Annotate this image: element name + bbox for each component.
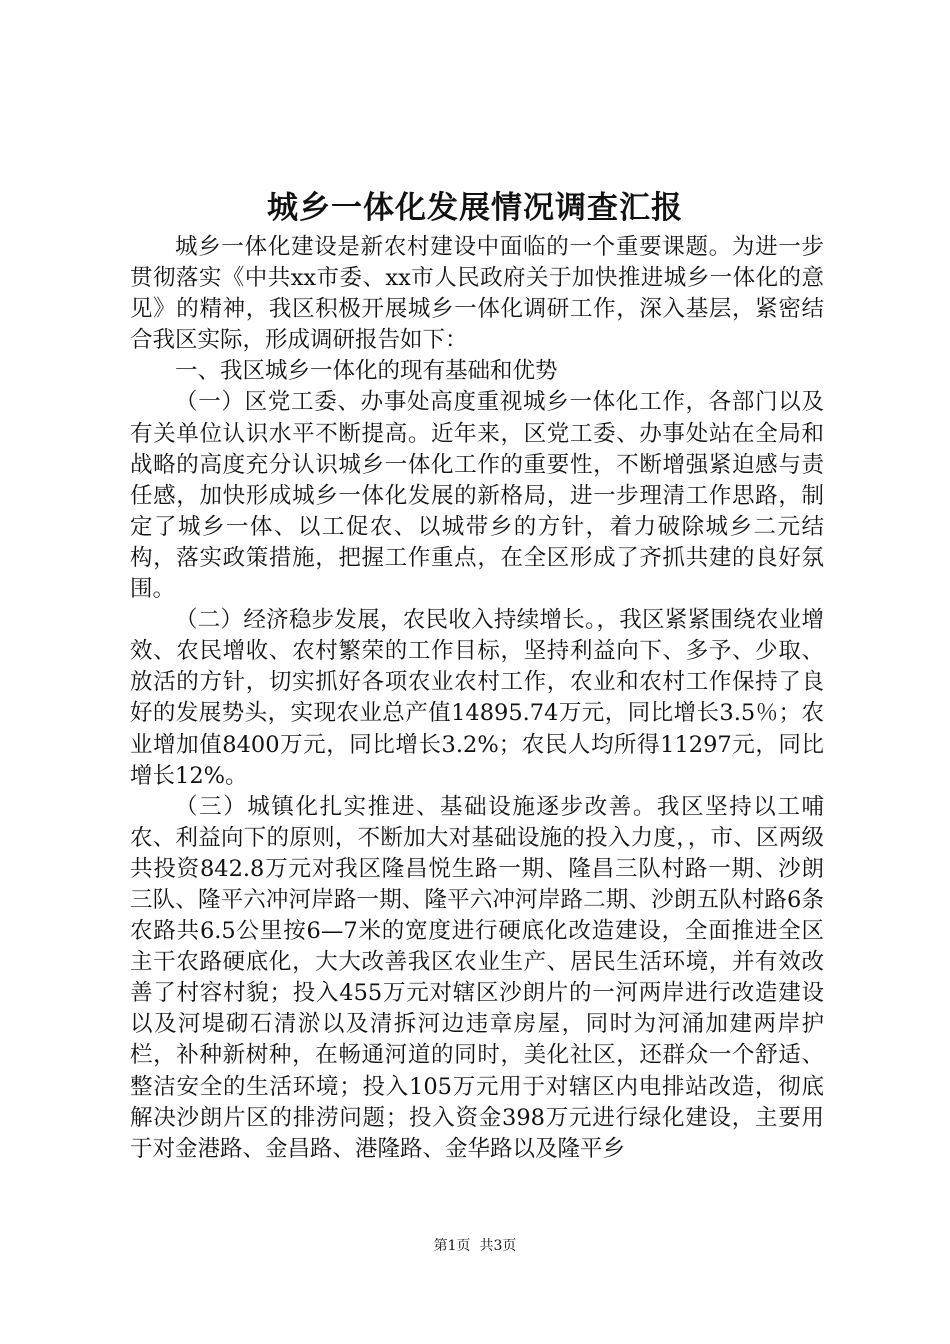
section-heading-1: 一、我区城乡一体化的现有基础和优势 bbox=[175, 358, 558, 385]
document-title: 城乡一体化发展情况调查汇报 bbox=[267, 190, 683, 226]
paragraph-subsection-1: （一）区党工委、办事处高度重视城乡一体化工作，各部门以及有关单位认识水平不断提高。近年来，区党工委、办事处站在全局和战略的高度充分认识城乡一体化工作的重要性，不断增强紧迫感与责任感，加快形成城乡一体化发展的新格局，进一步理清工作思路，制定了城乡一体、以工促农、以城带乡的方针，着力破除城乡二元结构，落实政策措施，把握工作重点，在全区形成了齐抓共建的良好氛围。 bbox=[130, 389, 824, 603]
page-number: 第1页 bbox=[433, 1238, 471, 1254]
page-footer bbox=[0, 1236, 950, 1256]
paragraph-subsection-3: （三）城镇化扎实推进、基础设施逐步改善。我区坚持以工哺农、利益向下的原则，不断加大对基础设施的投入力度，，市、区两级共投资842.8万元对我区隆昌悦生路一期、隆昌三队村路一期、沙朗三队、隆平六冲河岸路一期、隆平六冲河岸路二期、沙朗五队村路6条农路共6.5公里按6—7米的宽度进行硬底化改造建设，全面推进全区主干农路硬底化，大大改善我区农业生产、居民生活环境，并有效改善了村容村貌；投入455万元对辖区沙朗片的一河两岸进行改造建设以及河堤砌石清淤以及清拆河边违章房屋，同时为河涌加建两岸护栏，补种新树种，在畅通河道的同时，美化社区，还群众一个舒适、整洁安全的生活环境；投入105万元用于对辖区内电排站改造，彻底解决沙朗片区的排涝问题；投入资金398万元进行绿化建设，主要用于对金港路、金昌路、港隆路、金华路以及隆平乡 bbox=[130, 793, 824, 1162]
document-body bbox=[130, 232, 824, 1165]
page-total: 共3页 bbox=[479, 1238, 517, 1254]
intro-paragraph: 城乡一体化建设是新农村建设中面临的一个重要课题。为进一步贯彻落实《中共xx市委、xx市人民政府关于加快推进城乡一体化的意见》的精神，我区积极开展城乡一体化调研工作，深入基层，紧密结合我区实际，形成调研报告如下： bbox=[130, 234, 824, 354]
paragraph-subsection-2: （二）经济稳步发展，农民收入持续增长。，我区紧紧围绕农业增效、农民增收、农村繁荣的工作目标，坚持利益向下、多予、少取、放活的方针，切实抓好各项农业农村工作，农业和农村工作保持了良好的发展势头，实现农业总产值14895.74万元，同比增长3.5％；农业增加值8400万元，同比增长3.2%；农民人均所得11297元，同比增长12%。 bbox=[130, 607, 824, 789]
